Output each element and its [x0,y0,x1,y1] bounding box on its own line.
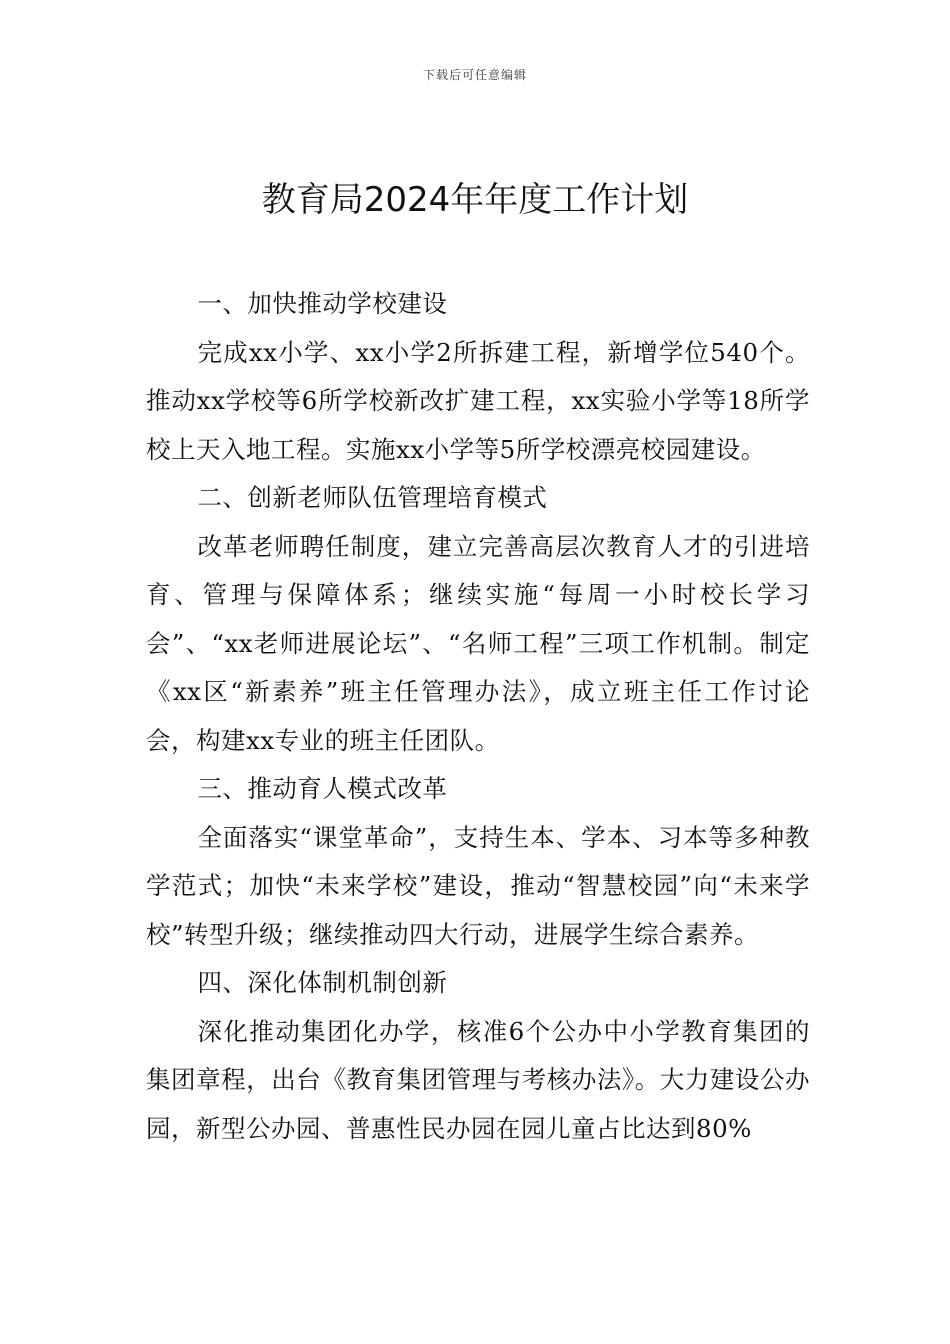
document-body [146,280,810,1153]
header-note: 下载后可任意编辑 [422,68,527,82]
paragraph-1: 完成xx小学、xx小学2所拆建工程，新增学位540个。推动xx学校等6所学校新改扩建工程，xx实验小学等18所学校上天入地工程。实施xx小学等5所学校漂亮校园建设。 [146,337,810,464]
section-heading-4: 四、深化体制机制创新 [197,968,448,997]
paragraph-3: 全面落实“课堂革命”，支持生本、学本、习本等多种教学范式；加快“未来学校”建设，推动“智慧校园”向“未来学校”转型升级；继续推动四大行动，进展学生综合素养。 [146,822,810,949]
paragraph-2: 改革老师聘任制度，建立完善高层次教育人才的引进培育、管理与保障体系；继续实施“每周一小时校长学习会”、“xx老师进展论坛”、“名师工程”三项工作机制。制定《xx区“新素养”班主任管理办法》，成立班主任工作讨论会，构建xx专业的班主任团队。 [146,531,810,755]
section-heading-2: 二、创新老师队伍管理培育模式 [197,483,548,512]
section-heading-1: 一、加快推动学校建设 [197,289,448,318]
paragraph-4: 深化推动集团化办学，核准6个公办中小学教育集团的集团章程，出台《教育集团管理与考核办法》。大力建设公办园，新型公办园、普惠性民办园在园儿童占比达到80% [146,1016,810,1143]
document-title: 教育局2024年年度工作计划 [261,180,689,220]
section-heading-3: 三、推动育人模式改革 [197,774,448,803]
